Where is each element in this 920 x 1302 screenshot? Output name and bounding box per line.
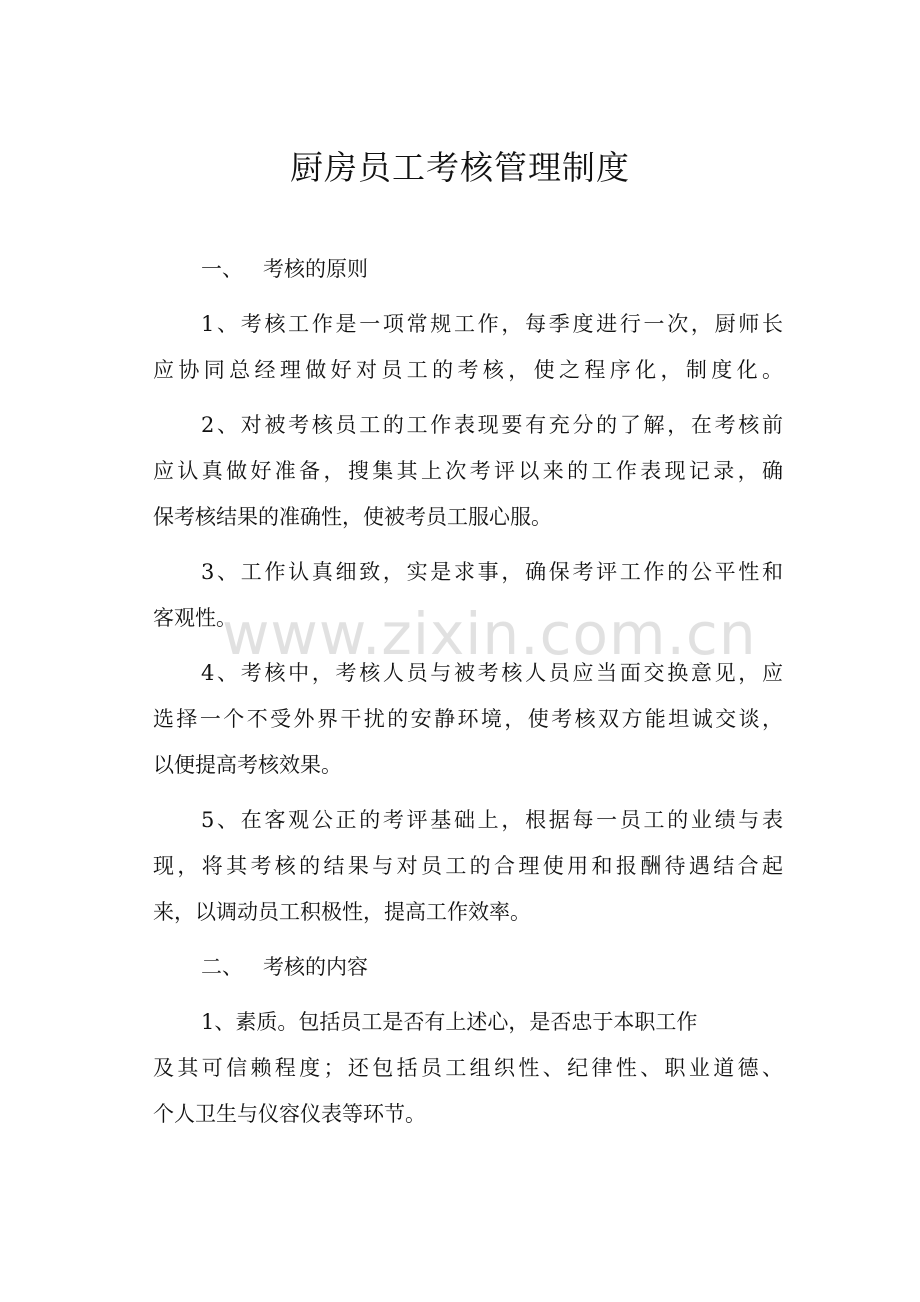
paragraph-line: 5、在客观公正的考评基础上，根据每一员工的业绩与表 <box>201 808 783 832</box>
paragraph-line: 应协同总经理做好对员工的考核，使之程序化，制度化。 <box>153 358 783 382</box>
paragraph-line: 以便提高考核效果。 <box>153 753 342 777</box>
paragraph-line: 3、工作认真细致，实是求事，确保考评工作的公平性和 <box>201 560 783 584</box>
document-title: 厨房员工考核管理制度 <box>290 148 630 187</box>
paragraph-line: 客观性。 <box>153 606 237 630</box>
section-heading-principles <box>153 246 783 292</box>
paragraph-5 <box>153 797 783 935</box>
section-number: 一、 <box>201 257 243 281</box>
paragraph-2 <box>153 402 783 540</box>
paragraph-line: 及其可信赖程度；还包括员工组织性、纪律性、职业道德、 <box>153 1056 783 1080</box>
section-number: 二、 <box>201 955 243 979</box>
paragraph-line: 应认真做好准备，搜集其上次考评以来的工作表现记录，确 <box>153 459 783 483</box>
paragraph-3 <box>153 549 783 641</box>
paragraph-line: 个人卫生与仪容仪表等环节。 <box>153 1102 426 1126</box>
paragraph-line: 现，将其考核的结果与对员工的合理使用和报酬待遇结合起 <box>153 854 783 878</box>
document-body <box>153 246 783 1137</box>
paragraph-6 <box>153 999 783 1137</box>
paragraph-line: 保考核结果的准确性，使被考员工服心服。 <box>153 505 552 529</box>
section-heading-content <box>153 944 783 990</box>
section-title: 考核的内容 <box>263 955 368 979</box>
paragraph-4 <box>153 650 783 788</box>
paragraph-line: 1、素质。包括员工是否有上述心，是否忠于本职工作 <box>201 1010 698 1034</box>
paragraph-line: 1、考核工作是一项常规工作，每季度进行一次，厨师长 <box>201 312 783 336</box>
paragraph-line: 2、对被考核员工的工作表现要有充分的了解，在考核前 <box>201 413 783 437</box>
paragraph-line: 选择一个不受外界干扰的安静环境，使考核双方能坦诚交谈， <box>153 707 783 731</box>
section-title: 考核的原则 <box>263 257 368 281</box>
paragraph-line: 来，以调动员工积极性，提高工作效率。 <box>153 900 531 924</box>
paragraph-line: 4、考核中，考核人员与被考核人员应当面交换意见，应 <box>201 661 783 685</box>
watermark: www.zixin.com.cn <box>222 600 757 668</box>
paragraph-1 <box>153 301 783 393</box>
